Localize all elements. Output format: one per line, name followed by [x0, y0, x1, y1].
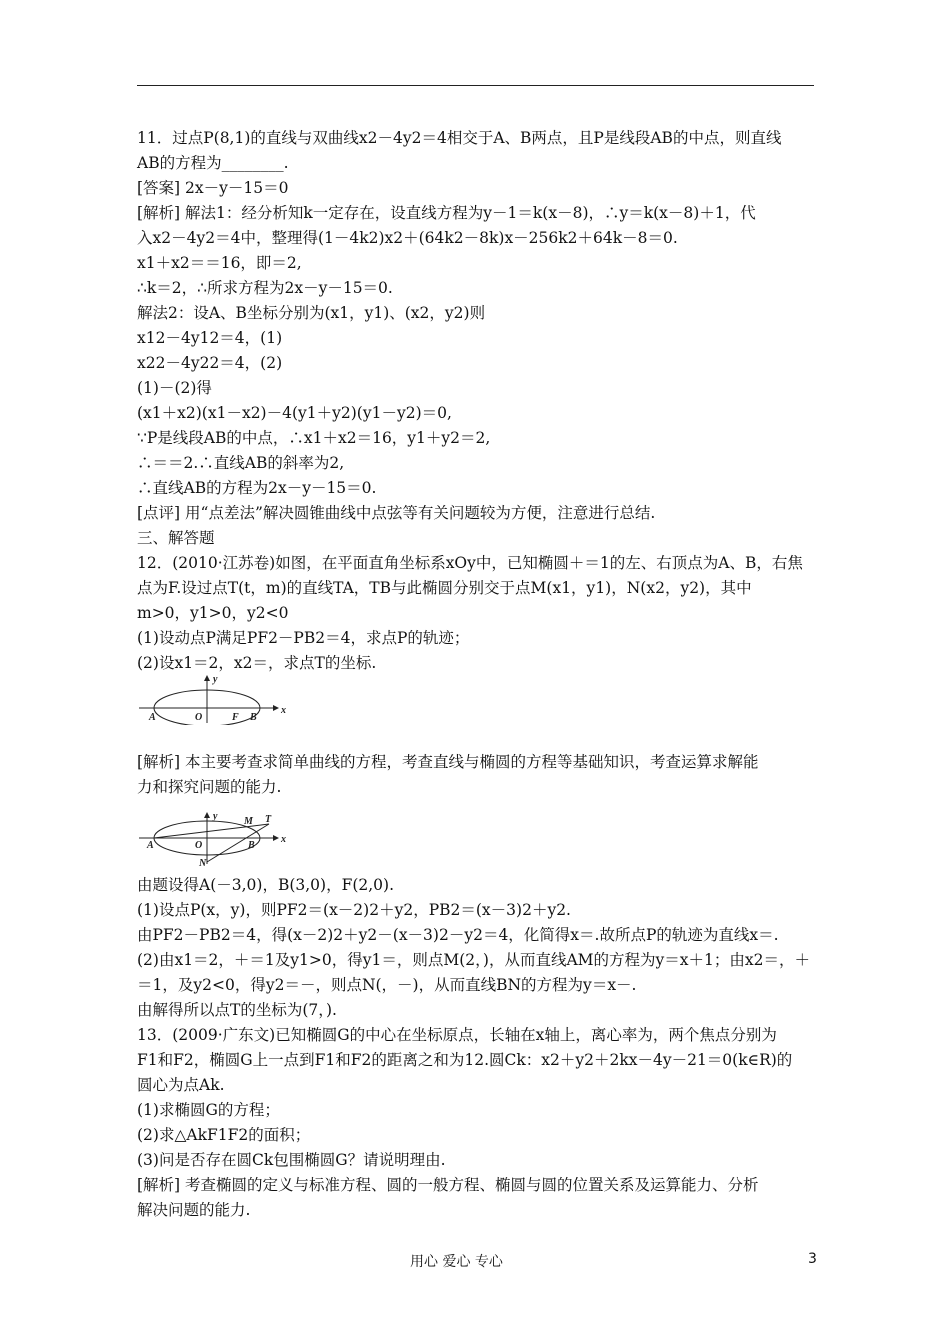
point-label-B: B — [250, 712, 257, 723]
text-line: x22－4y22＝4，(2) — [137, 354, 283, 372]
text-line: 解决问题的能力. — [137, 1201, 251, 1219]
point-label-A: A — [147, 840, 154, 851]
text-line: ∵P是线段AB的中点，∴x1＋x2＝16，y1＋y2＝2, — [137, 429, 491, 447]
text-line: 解法2：设A、B坐标分别为(x1，y1)、(x2，y2)则 — [137, 304, 486, 322]
text-line: [答案] 2x－y－15＝0 — [137, 179, 289, 197]
text-line: 由解得所以点T的坐标为(7，). — [137, 1001, 337, 1019]
text-line: 12．(2010·江苏卷)如图，在平面直角坐标系xOy中，已知椭圆＋＝1的左、右顶点为A、B，右焦 — [137, 554, 803, 572]
point-label-O: O — [195, 712, 203, 723]
text-line: (1)设点P(x，y)，则PF2＝(x－2)2＋y2，PB2＝(x－3)2＋y2. — [137, 901, 571, 919]
text-line: [点评] 用“点差法”解决圆锥曲线中点弦等有关问题较为方便，注意进行总结. — [137, 504, 656, 522]
axis-label-y: y — [213, 674, 218, 685]
axis-label-y: y — [213, 811, 218, 822]
text-line: 圆心为点Ak. — [137, 1076, 225, 1094]
footer-slogan: 用心 爱心 专心 — [410, 1254, 503, 1270]
text-line: 入x2－4y2＝4中，整理得(1－4k2)x2＋(64k2－8k)x－256k2＋64k－8＝0. — [137, 229, 678, 247]
axis-label-x: x — [281, 834, 286, 845]
text-line: ∴＝＝2.∴直线AB的斜率为2, — [137, 454, 345, 472]
text-line: ∴直线AB的方程为2x－y－15＝0. — [137, 479, 377, 497]
text-line: ∴k＝2，∴所求方程为2x－y－15＝0. — [137, 279, 393, 297]
text-line: (2)求△AkF1F2的面积； — [137, 1126, 311, 1144]
text-line: (2)由x1＝2，＋＝1及y1>0，得y1＝，则点M(2，)，从而直线AM的方程为y＝x＋1；由x2＝，＋ — [137, 951, 810, 969]
text-line: x12－4y12＝4，(1) — [137, 329, 283, 347]
ellipse-figure-2 — [137, 810, 287, 868]
text-line: [解析] 本主要考查求简单曲线的方程，考查直线与椭圆的方程等基础知识，考查运算求解能 — [137, 753, 759, 771]
ellipse-figure-1 — [137, 673, 287, 725]
text-line: (x1＋x2)(x1－x2)－4(y1＋y2)(y1－y2)＝0, — [137, 404, 452, 422]
text-line: 由PF2－PB2＝4，得(x－2)2＋y2－(x－3)2－y2＝4，化简得x＝.故所点P的轨迹为直线x＝. — [137, 926, 779, 944]
text-line: (2)设x1＝2，x2＝，求点T的坐标. — [137, 654, 377, 672]
text-line: ＝1，及y2<0，得y2＝－，则点N(，－)，从而直线BN的方程为y＝x－. — [137, 976, 637, 994]
text-line: (1)－(2)得 — [137, 379, 212, 397]
text-line: 力和探究问题的能力. — [137, 778, 282, 796]
text-line: F1和F2，椭圆G上一点到F1和F2的距离之和为12.圆Ck：x2＋y2＋2kx－4y－21＝0(k∈R)的 — [137, 1051, 793, 1069]
point-label-F: F — [232, 712, 239, 723]
point-label-N: N — [199, 858, 207, 868]
point-label-B: B — [248, 840, 255, 851]
point-label-T: T — [265, 814, 272, 825]
text-line: AB的方程为________. — [137, 154, 289, 172]
point-label-A: A — [149, 712, 156, 723]
text-line: x1＋x2＝＝16，即＝2, — [137, 254, 302, 272]
text-line: 由题设得A(－3,0)，B(3,0)，F(2,0). — [137, 876, 394, 894]
text-line: m>0，y1>0，y2<0 — [137, 604, 289, 622]
point-label-O: O — [195, 840, 203, 851]
text-line: (1)求椭圆G的方程； — [137, 1101, 280, 1119]
point-label-M: M — [244, 816, 253, 827]
text-line: [解析] 解法1：经分析知k一定存在，设直线方程为y－1＝k(x－8)，∴y＝k(x－8)＋1，代 — [137, 204, 756, 222]
text-line: 点为F.设过点T(t，m)的直线TA，TB与此椭圆分别交于点M(x1，y1)，N(x2，y2)，其中 — [137, 579, 752, 597]
header-rule — [137, 85, 814, 86]
text-line: (3)问是否存在圆Ck包围椭圆G？请说明理由. — [137, 1151, 446, 1169]
text-line: (1)设动点P满足PF2－PB2＝4，求点P的轨迹； — [137, 629, 470, 647]
text-line: [解析] 考查椭圆的定义与标准方程、圆的一般方程、椭圆与圆的位置关系及运算能力、分析 — [137, 1176, 759, 1194]
text-line: 13．(2009·广东文)已知椭圆G的中心在坐标原点，长轴在x轴上，离心率为，两个焦点分别为 — [137, 1026, 777, 1044]
text-line: 11．过点P(8,1)的直线与双曲线x2－4y2＝4相交于A、B两点，且P是线段AB的中点，则直线 — [137, 129, 782, 147]
axis-label-x: x — [281, 705, 286, 716]
section-heading: 三、解答题 — [137, 529, 215, 547]
page-number: 3 — [808, 1251, 817, 1267]
